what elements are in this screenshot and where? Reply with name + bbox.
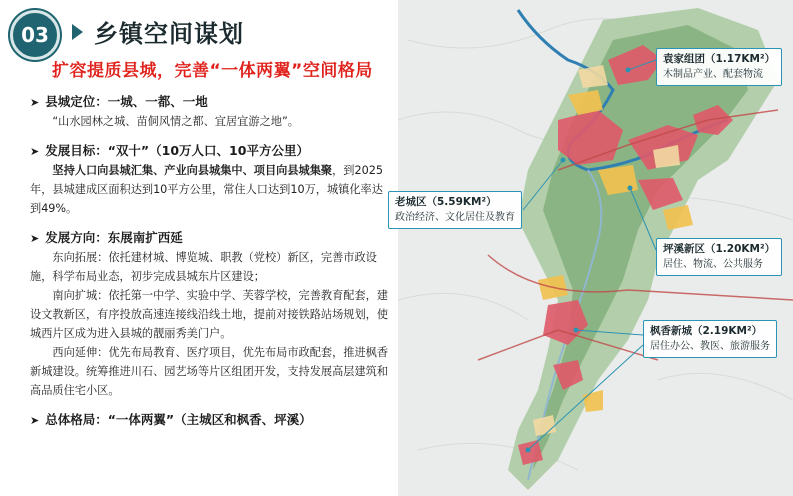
- planning-map: [395, 0, 793, 496]
- positioning-body: “山水园林之城、苗侗风情之都、宜居宜游之地”。: [52, 115, 299, 128]
- callout-yuanjia-name: 袁家组团（1.17KM²）: [663, 53, 776, 65]
- callout-old-town-desc: 政治经济、文化居住及教育: [395, 212, 515, 223]
- callout-pingxi-desc: 居住、物流、公共服务: [663, 259, 763, 270]
- play-arrow-icon: [72, 24, 83, 40]
- callout-fengxiang: [643, 320, 777, 358]
- section-number-badge: 03: [10, 10, 60, 60]
- goal-body: [30, 161, 392, 218]
- page-title: 乡镇空间谋划: [94, 20, 244, 48]
- positioning-heading: ➤ 县城定位：一城、一都、一地: [30, 92, 392, 112]
- direction-heading: ➤ 发展方向：东展南扩西延: [30, 228, 392, 248]
- goal-heading: ➤ 发展目标：“双十”（10万人口、10平方公里）: [30, 141, 392, 161]
- callout-old-town-name: 老城区（5.59KM²）: [395, 196, 497, 208]
- callout-old-town: [388, 191, 522, 229]
- callout-fengxiang-name: 枫香新城（2.19KM²）: [650, 325, 763, 337]
- callout-fengxiang-desc: 居住办公、教医、旅游服务: [650, 341, 770, 352]
- goal-text: ，到2025年，县城建成区面积达到10平方公里，常住人口达到10万，城镇化率达到49%。: [30, 164, 383, 215]
- direction-south: 南向扩城：依托第一中学、实验中学、芙蓉学校，完善教育配套，建设文教新区，有序投放高速连接线沿线土地，提前对接铁路站场规划，使城西片区成为进入县城的靓丽秀美门户。: [30, 289, 389, 340]
- callout-yuanjia: [656, 48, 782, 86]
- direction-east: 东向拓展：依托建材城、博览城、职教（党校）新区，完善市政设施，科学布局业态，初步完成县城东片区建设；: [30, 251, 377, 283]
- callout-pingxi: [656, 238, 782, 276]
- direction-west: 西向延伸：优先布局教育、医疗项目，优先布局市政配套，推进枫香新城建设。统筹推进川石、园艺场等片区组团开发，支持发展高层建筑和高品质住宅小区。: [30, 346, 389, 397]
- callout-pingxi-name: 坪溪新区（1.20KM²）: [663, 243, 776, 255]
- goal-emphasis: 坚持人口向县城汇集、产业向县城集中、项目向县城集聚: [52, 164, 333, 177]
- layout-heading: ➤ 总体格局：“一体两翼”（主城区和枫香、坪溪）: [30, 410, 392, 430]
- callout-yuanjia-desc: 木制品产业、配套物流: [663, 69, 763, 80]
- page-subtitle: 扩容提质县城，完善“一体两翼”空间格局: [52, 61, 373, 81]
- content-column: [30, 92, 392, 430]
